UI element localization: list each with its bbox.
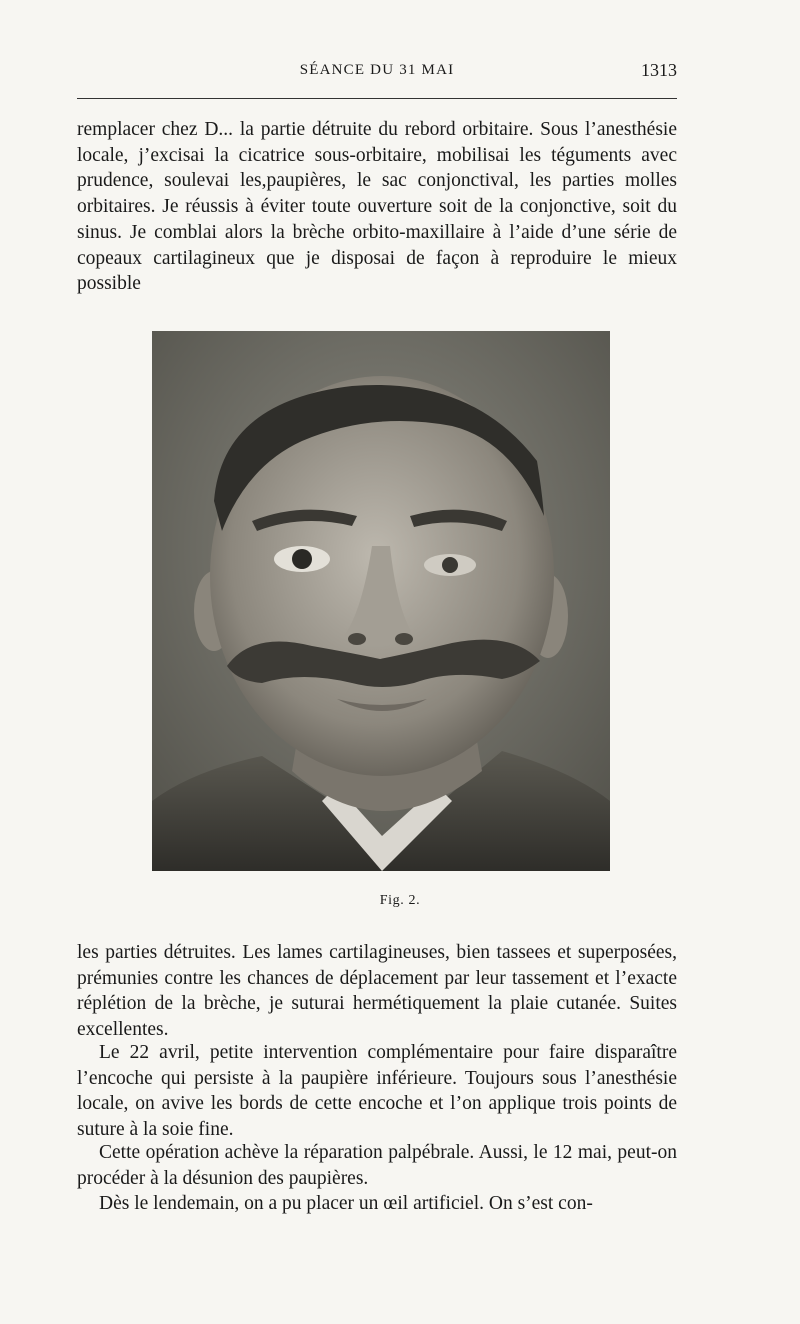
page-number: 1313 — [641, 60, 677, 80]
figure-photograph — [152, 331, 610, 871]
page-header — [77, 56, 677, 92]
paragraph-1: remplacer chez D... la partie détruite du rebord orbitaire. Sous l’anesthésie locale, j’excisai la cicatrice sous-orbitaire, mobilisai les téguments avec prudence, soulevai les,paupières, le sac conjonctival, les parties molles orbitaires. Je réussis à éviter toute ouverture soit de la conjonctive, soit du sinus. Je comblai alors la brèche orbito-maxillaire à l’aide d’une série de copeaux cartilagineux que je disposai de façon à reproduire le mieux possible — [77, 119, 677, 295]
header-rule — [77, 98, 677, 99]
portrait-photo — [152, 331, 610, 871]
paragraph-5: Dès le lendemain, on a pu placer un œil artificiel. On s’est con- — [99, 1193, 593, 1214]
figure-caption: Fig. 2. — [379, 893, 421, 908]
paragraph-3: Le 22 avril, petite intervention complémentaire pour faire disparaître l’encoche qui persiste à la paupière inférieure. Toujours sous l’anesthésie locale, on avive les bords de cette encoche et l’on applique trois points de suture à la soie fine. — [77, 1042, 677, 1141]
paragraph-2: les parties détruites. Les lames cartilagineuses, bien tassees et superposées, prémunies contre les chances de déplacement par leur tassement et l’exacte réplétion de la brèche, je suturai hermétiquement la plaie cutanée. Suites excellentes. — [77, 942, 677, 1041]
paragraph-4: Cette opération achève la réparation palpébrale. Aussi, le 12 mai, peut-on procéder à la désunion des paupières. — [77, 1142, 677, 1189]
running-title: SÉANCE DU 31 MAI — [299, 62, 455, 78]
